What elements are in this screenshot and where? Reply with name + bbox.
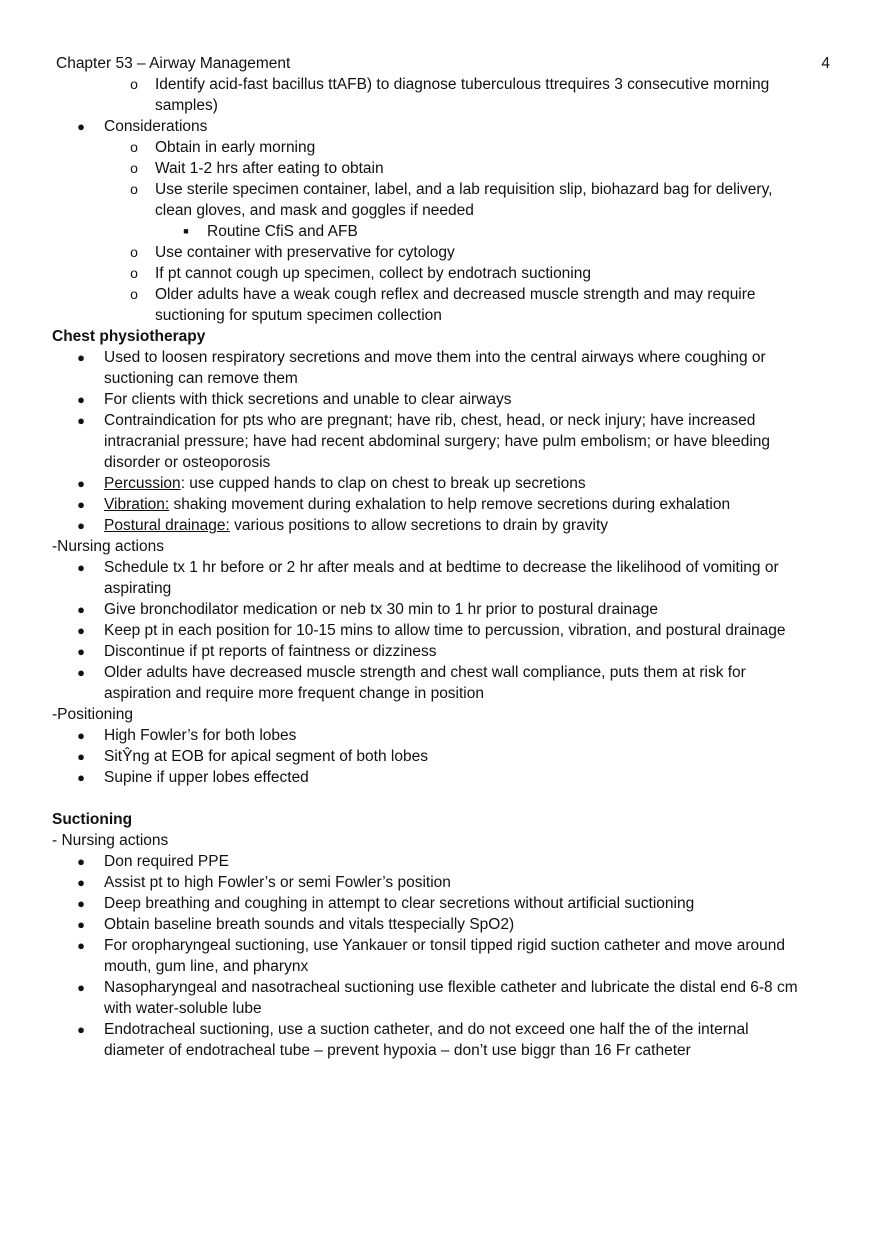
bullet-icon: ●: [77, 518, 85, 533]
bullet-icon: ●: [77, 665, 85, 680]
list-item: o Wait 1-2 hrs after eating to obtain: [52, 158, 822, 179]
list-item: o Use container with preservative for cytology: [52, 242, 822, 263]
list-item: ● Postural drainage: various positions to allow secretions to drain by gravity: [52, 515, 822, 536]
list-item-continuation: suctioning can remove them: [104, 370, 298, 387]
page-number: 4: [821, 55, 830, 72]
blank-line: [52, 788, 822, 809]
list-item: ● Contraindication for pts who are pregnant; have rib, chest, head, or neck injury; have increased: [52, 410, 822, 431]
term-percussion: Percussion: [104, 475, 181, 492]
circle-bullet-icon: o: [130, 139, 138, 155]
list-item: ● Assist pt to high Fowler’s or semi Fowler’s position: [52, 872, 822, 893]
list-item: ● Give bronchodilator medication or neb tx 30 min to 1 hr prior to postural drainage: [52, 599, 822, 620]
list-item: o Use sterile specimen container, label, and a lab requisition slip, biohazard bag for delivery,: [52, 179, 822, 200]
list-item: ● Don required PPE: [52, 851, 822, 872]
circle-bullet-icon: o: [130, 286, 138, 302]
bullet-icon: ●: [77, 350, 85, 365]
list-item-continuation: disorder or osteoporosis: [104, 454, 271, 471]
list-item: o Obtain in early morning: [52, 137, 822, 158]
page-header: [56, 53, 830, 74]
bullet-icon: ●: [77, 392, 85, 407]
list-item: ● Obtain baseline breath sounds and vitals ttespecially SpO2): [52, 914, 822, 935]
section-heading-suctioning: Suctioning: [52, 811, 133, 828]
circle-bullet-icon: o: [130, 76, 138, 92]
bullet-icon: ●: [77, 560, 85, 575]
bullet-icon: ●: [77, 770, 85, 785]
list-item: ● Deep breathing and coughing in attempt to clear secretions without artificial suctioning: [52, 893, 822, 914]
list-item-continuation: samples): [155, 97, 218, 114]
subheading-nursing-actions: -Nursing actions: [52, 538, 164, 555]
list-item: o Identify acid-fast bacillus ttAFB) to diagnose tuberculous ttrequires 3 consecutive morning: [52, 74, 822, 95]
bullet-icon: ●: [77, 875, 85, 890]
list-item: ● Used to loosen respiratory secretions and move them into the central airways where coughing or: [52, 347, 822, 368]
bullet-icon: ●: [77, 602, 85, 617]
list-item-continuation: aspiration and require more frequent change in position: [104, 685, 484, 702]
list-item: ● Schedule tx 1 hr before or 2 hr after meals and at bedtime to decrease the likelihood of vomiting or: [52, 557, 822, 578]
list-item: ● Keep pt in each position for 10-15 mins to allow time to percussion, vibration, and postural drainage: [52, 620, 822, 641]
list-item: ● Considerations: [52, 116, 822, 137]
list-item: o Older adults have a weak cough reflex and decreased muscle strength and may require: [52, 284, 822, 305]
circle-bullet-icon: o: [130, 265, 138, 281]
list-item: ● For clients with thick secretions and unable to clear airways: [52, 389, 822, 410]
list-item: ■ Routine CfiS and AFB: [52, 221, 822, 242]
bullet-icon: ●: [77, 938, 85, 953]
list-item: o If pt cannot cough up specimen, collect by endotrach suctioning: [52, 263, 822, 284]
list-item: ● Endotracheal suctioning, use a suction catheter, and do not exceed one half the of the internal: [52, 1019, 822, 1040]
bullet-icon: ●: [77, 476, 85, 491]
bullet-icon: ●: [77, 644, 85, 659]
section-heading-chest-physiotherapy: Chest physiotherapy: [52, 328, 206, 345]
list-item: ● Vibration: shaking movement during exhalation to help remove secretions during exhalation: [52, 494, 822, 515]
circle-bullet-icon: o: [130, 181, 138, 197]
bullet-icon: ●: [77, 896, 85, 911]
subheading-positioning: -Positioning: [52, 706, 133, 723]
list-item: ● Supine if upper lobes effected: [52, 767, 822, 788]
list-item: ● Nasopharyngeal and nasotracheal suctioning use flexible catheter and lubricate the distal end 6-8 cm: [52, 977, 822, 998]
list-item-continuation: clean gloves, and mask and goggles if needed: [155, 202, 474, 219]
square-bullet-icon: ■: [183, 226, 189, 236]
chapter-title: Chapter 53 – Airway Management: [56, 55, 291, 72]
list-item-continuation: diameter of endotracheal tube – prevent hypoxia – don’t use biggr than 16 Fr catheter: [104, 1042, 691, 1059]
bullet-icon: ●: [77, 854, 85, 869]
bullet-icon: ●: [77, 980, 85, 995]
circle-bullet-icon: o: [130, 160, 138, 176]
document-body: [52, 74, 822, 1061]
list-item-continuation: intracranial pressure; have had recent abdominal surgery; have pulm embolism; or have bleeding: [104, 433, 771, 450]
bullet-icon: ●: [77, 728, 85, 743]
term-postural-drainage: Postural drainage:: [104, 517, 230, 534]
circle-bullet-icon: o: [130, 244, 138, 260]
bullet-icon: ●: [77, 749, 85, 764]
bullet-icon: ●: [77, 1022, 85, 1037]
term-vibration: Vibration:: [104, 496, 170, 513]
bullet-icon: ●: [77, 917, 85, 932]
list-item-continuation: mouth, gum line, and pharynx: [104, 958, 309, 975]
list-item: ● Discontinue if pt reports of faintness or dizziness: [52, 641, 822, 662]
list-item-continuation: aspirating: [104, 580, 172, 597]
subheading-nursing-actions: - Nursing actions: [52, 832, 169, 849]
list-item: ● Percussion: use cupped hands to clap on chest to break up secretions: [52, 473, 822, 494]
list-item-continuation: suctioning for sputum specimen collection: [155, 307, 442, 324]
list-item: ● High Fowler’s for both lobes: [52, 725, 822, 746]
bullet-icon: ●: [77, 497, 85, 512]
list-item: ● Older adults have decreased muscle strength and chest wall compliance, puts them at risk for: [52, 662, 822, 683]
list-item: ● SitŶng at EOB for apical segment of both lobes: [52, 746, 822, 767]
bullet-icon: ●: [77, 413, 85, 428]
list-item-continuation: with water-soluble lube: [104, 1000, 262, 1017]
list-item: ● For oropharyngeal suctioning, use Yankauer or tonsil tipped rigid suction catheter and move around: [52, 935, 822, 956]
bullet-icon: ●: [77, 119, 85, 134]
bullet-icon: ●: [77, 623, 85, 638]
